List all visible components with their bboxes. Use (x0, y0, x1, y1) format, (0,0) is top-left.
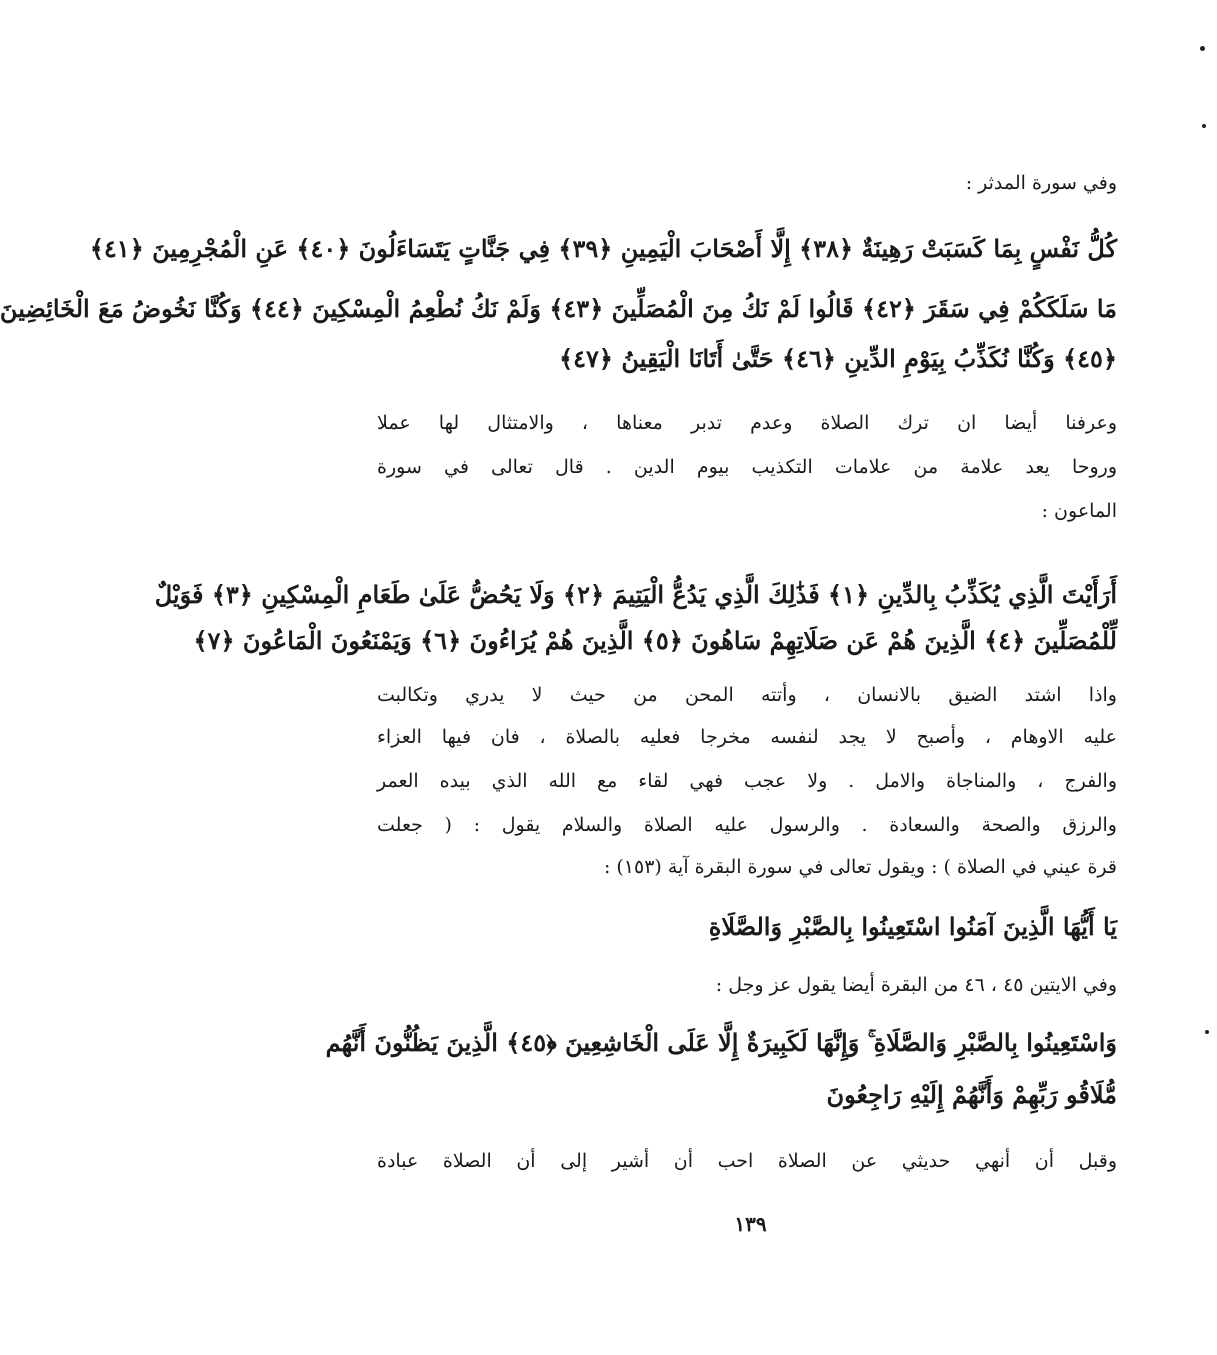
quran-mudaththir-line-2: مَا سَلَكَكُمْ فِي سَقَرَ ﴿٤٢﴾ قَالُوا لَمْ نَكُ مِنَ الْمُصَلِّينَ ﴿٤٣﴾ وَلَمْ نَكُ نُطْعِمُ الْمِسْكِينَ ﴿٤٤﴾ وَكُنَّا نَخُوضُ مَعَ الْخَائِضِينَ (0, 294, 1117, 323)
paragraph-2-line-5: قرة عيني في الصلاة ) : ويقول تعالى في سورة البقرة آية (١٥٣) : (603, 856, 1117, 878)
page-number: ١٣٩ (734, 1212, 767, 1236)
paragraph-1-line-2: وروحا يعد علامة من علامات التكذيب بيوم الدين . قال تعالى في سورة (377, 456, 1117, 478)
intro-mudaththir: وفي سورة المدثر : (965, 172, 1117, 194)
paragraph-2-line-2: عليه الاوهام ، وأصبح لا يجد لنفسه مخرجا فعليه بالصلاة ، فان فيها العزاء (377, 726, 1117, 748)
quran-maun-line-2: لِّلْمُصَلِّينَ ﴿٤﴾ الَّذِينَ هُمْ عَن صَلَاتِهِمْ سَاهُونَ ﴿٥﴾ الَّذِينَ هُمْ يُرَاءُونَ ﴿٦﴾ وَيَمْنَعُونَ الْمَاعُونَ ﴿٧﴾ (193, 626, 1117, 655)
scan-speck (1200, 46, 1205, 51)
quran-baqarah-45-46-line-1: وَاسْتَعِينُوا بِالصَّبْرِ وَالصَّلَاةِ ۚ وَإِنَّهَا لَكَبِيرَةٌ إِلَّا عَلَى الْخَاشِعِينَ ﴿٤٥﴾ الَّذِينَ يَظُنُّونَ أَنَّهُم (325, 1028, 1117, 1057)
paragraph-3-line-1: وقبل أن أنهي حديثي عن الصلاة احب أن أشير إلى أن الصلاة عبادة (377, 1150, 1117, 1172)
paragraph-1-line-3: الماعون : (1041, 500, 1117, 522)
paragraph-2-line-4: والرزق والصحة والسعادة . والرسول عليه الصلاة والسلام يقول : ( جعلت (377, 814, 1117, 836)
scan-speck (1205, 1030, 1209, 1034)
quran-baqarah-153: يَا أَيُّهَا الَّذِينَ آمَنُوا اسْتَعِينُوا بِالصَّبْرِ وَالصَّلَاةِ (708, 912, 1117, 941)
intro-baqarah-45-46: وفي الايتين ٤٥ ، ٤٦ من البقرة أيضا يقول عز وجل : (715, 974, 1117, 996)
paragraph-2-line-1: واذا اشتد الضيق بالانسان ، وأتته المحن من حيث لا يدري وتكالبت (377, 684, 1117, 706)
quran-mudaththir-line-3: ﴿٤٥﴾ وَكُنَّا نُكَذِّبُ بِيَوْمِ الدِّينِ ﴿٤٦﴾ حَتَّىٰ أَتَانَا الْيَقِينُ ﴿٤٧﴾ (559, 344, 1117, 373)
quran-mudaththir-line-1: كُلُّ نَفْسٍ بِمَا كَسَبَتْ رَهِينَةٌ ﴿٣٨﴾ إِلَّا أَصْحَابَ الْيَمِينِ ﴿٣٩﴾ فِي جَنَّاتٍ يَتَسَاءَلُونَ ﴿٤٠﴾ عَنِ الْمُجْرِمِينَ ﴿٤١﴾ (89, 234, 1117, 263)
scan-speck (1202, 124, 1206, 128)
quran-baqarah-45-46-line-2: مُّلَاقُو رَبِّهِمْ وَأَنَّهُمْ إِلَيْهِ رَاجِعُونَ (826, 1080, 1117, 1109)
paragraph-2-line-3: والفرج ، والمناجاة والامل . ولا عجب فهي لقاء مع الله الذي بيده العمر (377, 770, 1117, 792)
quran-maun-line-1: أَرَأَيْتَ الَّذِي يُكَذِّبُ بِالدِّينِ ﴿١﴾ فَذَٰلِكَ الَّذِي يَدُعُّ الْيَتِيمَ ﴿٢﴾ وَلَا يَحُضُّ عَلَىٰ طَعَامِ الْمِسْكِينِ ﴿٣﴾ فَوَيْلٌ (154, 580, 1117, 609)
paragraph-1-line-1: وعرفنا أيضا ان ترك الصلاة وعدم تدبر معناها ، والامتثال لها عملا (377, 412, 1117, 434)
